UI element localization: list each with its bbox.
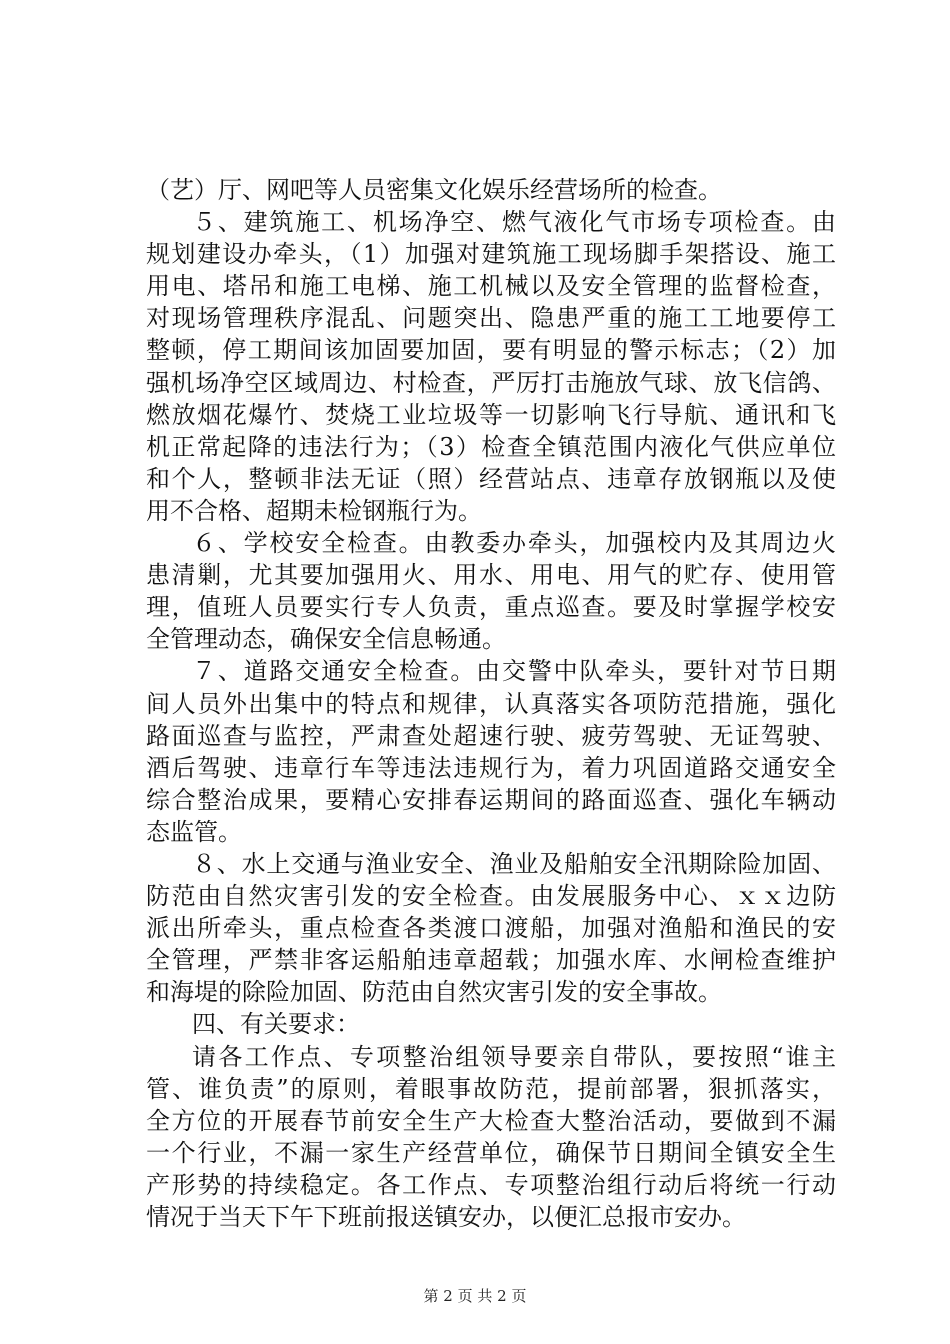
text-line: 强机场净空区域周边、村检查，严厉打击施放气球、放飞信鸽、: [146, 368, 836, 397]
text-line: 理，值班人员要实行专人负责，重点巡查。要及时掌握学校安: [146, 593, 836, 622]
text-line: 和个人，整顿非法无证（照）经营站点、违章存放钢瓶以及使: [146, 464, 836, 493]
text-line: 间人员外出集中的特点和规律，认真落实各项防范措施，强化: [146, 689, 836, 718]
text-line: 机正常起降的违法行为；（3）检查全镇范围内液化气供应单位: [146, 432, 836, 461]
text-line: 管、谁负责”的原则，着眼事故防范，提前部署，狠抓落实，: [146, 1074, 836, 1103]
text-line: 派出所牵头，重点检查各类渡口渡船，加强对渔船和渔民的安: [146, 914, 836, 943]
text-line: 综合整治成果，要精心安排春运期间的路面巡查、强化车辆动: [146, 785, 836, 814]
page-number-label: 第 2 页 共 2 页: [423, 1287, 527, 1305]
text-line: 一个行业，不漏一家生产经营单位，确保节日期间全镇安全生: [146, 1138, 836, 1167]
text-line: 路面巡查与监控，严肃查处超速行驶、疲劳驾驶、无证驾驶、: [146, 721, 836, 750]
text-line: ８、水上交通与渔业安全、渔业及船舶安全汛期除险加固、: [192, 849, 836, 878]
text-line: 规划建设办牵头，（1）加强对建筑施工现场脚手架搭设、施工: [146, 240, 836, 269]
text-line: 防范由自然灾害引发的安全检查。由发展服务中心、ｘｘ边防: [146, 882, 836, 911]
text-line: 全管理，严禁非客运船舶违章超载；加强水库、水闸检查维护: [146, 946, 836, 975]
text-line: 燃放烟花爆竹、焚烧工业垃圾等一切影响飞行导航、通讯和飞: [146, 400, 836, 429]
text-line: 酒后驾驶、违章行车等违法违规行为，着力巩固道路交通安全: [146, 753, 836, 782]
page-footer: [0, 1286, 950, 1306]
text-line: 全方位的开展春节前安全生产大检查大整治活动，要做到不漏: [146, 1106, 836, 1135]
text-line: 产形势的持续稳定。各工作点、专项整治组行动后将统一行动: [146, 1170, 836, 1199]
text-line: 用电、塔吊和施工电梯、施工机械以及安全管理的监督检查，: [146, 272, 836, 301]
text-line: 情况于当天下午下班前报送镇安办，以便汇总报市安办。: [146, 1203, 746, 1231]
text-line: （艺）厅、网吧等人员密集文化娱乐经营场所的检查。: [146, 176, 722, 204]
text-line: ６、学校安全检查。由教委办牵头，加强校内及其周边火: [192, 529, 836, 558]
text-line: 患清剿，尤其要加强用火、用水、用电、用气的贮存、使用管: [146, 561, 836, 590]
text-line: 态监管。: [146, 817, 242, 846]
text-line: ５、建筑施工、机场净空、燃气液化气市场专项检查。由: [192, 208, 836, 237]
text-line: 用不合格、超期未检钢瓶行为。: [146, 496, 482, 525]
text-line: 全管理动态，确保安全信息畅通。: [146, 625, 506, 654]
text-line: 对现场管理秩序混乱、问题突出、隐患严重的施工工地要停工: [146, 304, 836, 333]
text-line: ７、道路交通安全检查。由交警中队牵头，要针对节日期: [192, 657, 836, 686]
document-body: [146, 174, 836, 1233]
text-line: 四、有关要求：: [192, 1010, 360, 1039]
text-line: 整顿，停工期间该加固要加固，要有明显的警示标志；（2）加: [146, 336, 836, 365]
text-line: 和海堤的除险加固、防范由自然灾害引发的安全事故。: [146, 978, 722, 1007]
text-line: 请各工作点、专项整治组领导要亲自带队，要按照“谁主: [192, 1042, 836, 1071]
